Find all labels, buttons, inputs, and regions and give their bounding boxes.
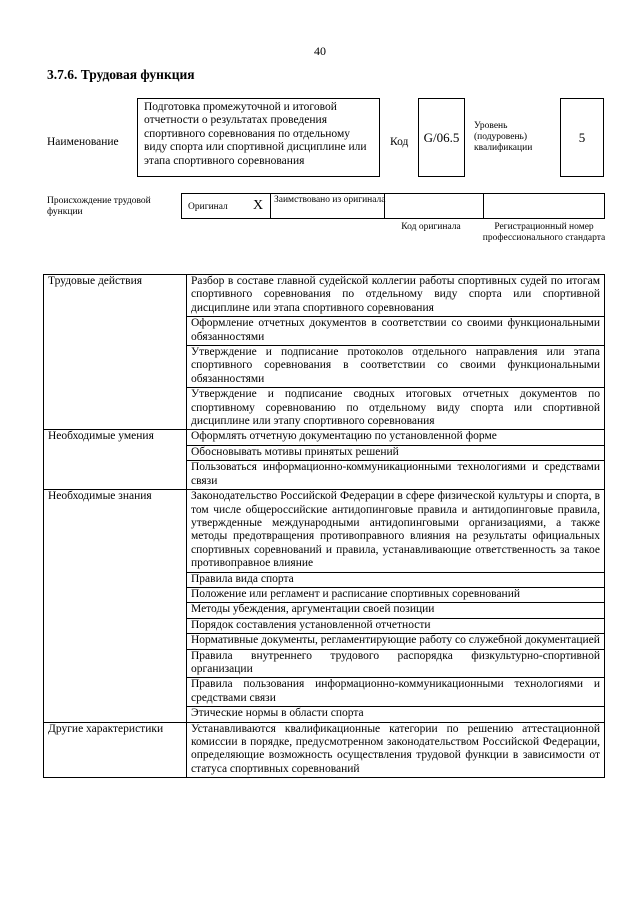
- borrowed-label: Заимствовано из оригинала: [274, 195, 386, 205]
- table-cell: Утверждение и подписание протоколов отдельного направления или этапа спортивного соревнования в соответствии со своими функциональными обязанностями: [187, 346, 605, 388]
- table-cell: Правила вида спорта: [187, 572, 605, 587]
- table-row: [44, 722, 605, 778]
- function-details-table: [43, 274, 605, 778]
- function-name: Подготовка промежуточной и итоговой отчетности о результатах проведения спортивного соревнования по отдельному виду спорта или спортивной дисциплине или этапа спортивного соревнования: [137, 98, 380, 177]
- table-cell: Методы убеждения, аргументации своей позиции: [187, 603, 605, 618]
- table-row: [44, 275, 605, 317]
- origin-label: Происхождение трудовой функции: [47, 196, 151, 217]
- table-cell: Законодательство Российской Федерации в сфере физической культуры и спорта, в том числе общероссийские антидопинговые правила и антидопинговые правила, утвержденные международными антидопинговыми организациями, а также методы предотвращения противоправного влияния на результаты официальных спортивных соревнований и правила, устанавливающие ответственность за такое противоправное влияние: [187, 490, 605, 572]
- level-value: 5: [560, 98, 604, 177]
- table-cell: Разбор в составе главной судейской коллегии работы спортивных судей по итогам спортивного соревнования по отдельному виду спорта или спортивной дисциплине или этапа спортивного соревнования: [187, 275, 605, 317]
- table-row: [44, 490, 605, 572]
- reg-number-label: Регистрационный номер профессионального стандарта: [482, 222, 606, 243]
- table-cell: Правила внутреннего трудового распорядка физкультурно-спортивной организации: [187, 649, 605, 678]
- table-cell: Этические нормы в области спорта: [187, 707, 605, 722]
- row-label: Трудовые действия: [44, 275, 187, 430]
- table-cell: Устанавливаются квалификационные категории по решению аттестационной комиссии в порядке, предусмотренном законодательством Российской Федерации, определяющие возможность осуществления трудовой функции в зависимости от статуса спортивных соревнований: [187, 722, 605, 778]
- page-number: 40: [314, 44, 326, 58]
- table-cell: Оформлять отчетную документацию по установленной форме: [187, 430, 605, 445]
- code-original-label: Код оригинала: [401, 222, 461, 232]
- code-value: G/06.5: [418, 98, 465, 177]
- table-cell: Оформление отчетных документов в соответствии со своими функциональными обязанностями: [187, 317, 605, 346]
- code-label: Код: [390, 136, 409, 148]
- row-label: Другие характеристики: [44, 722, 187, 778]
- row-label: Необходимые умения: [44, 430, 187, 490]
- section-title: 3.7.6. Трудовая функция: [47, 67, 195, 82]
- level-label: Уровень (подуровень) квалификации: [474, 121, 533, 153]
- row-label: Необходимые знания: [44, 490, 187, 723]
- table-row: [44, 430, 605, 445]
- table-cell: Положение или регламент и расписание спортивных соревнований: [187, 587, 605, 602]
- table-cell: Нормативные документы, регламентирующие работу со служебной документацией: [187, 634, 605, 649]
- name-label: Наименование: [47, 136, 119, 148]
- original-mark: X: [253, 198, 264, 213]
- original-label: Оригинал: [188, 202, 228, 212]
- origin-table: [181, 193, 605, 219]
- table-cell: Порядок составления установленной отчетности: [187, 618, 605, 633]
- table-cell: Обосновывать мотивы принятых решений: [187, 445, 605, 460]
- table-cell: Утверждение и подписание сводных итоговых отчетных документов по спортивному соревнованию по отдельному виду спорта или спортивной дисциплине или этапу спортивного соревнования: [187, 388, 605, 430]
- table-cell: Пользоваться информационно-коммуникационными технологиями и средствами связи: [187, 461, 605, 490]
- table-cell: Правила пользования информационно-коммуникационными технологиями и средствами связи: [187, 678, 605, 707]
